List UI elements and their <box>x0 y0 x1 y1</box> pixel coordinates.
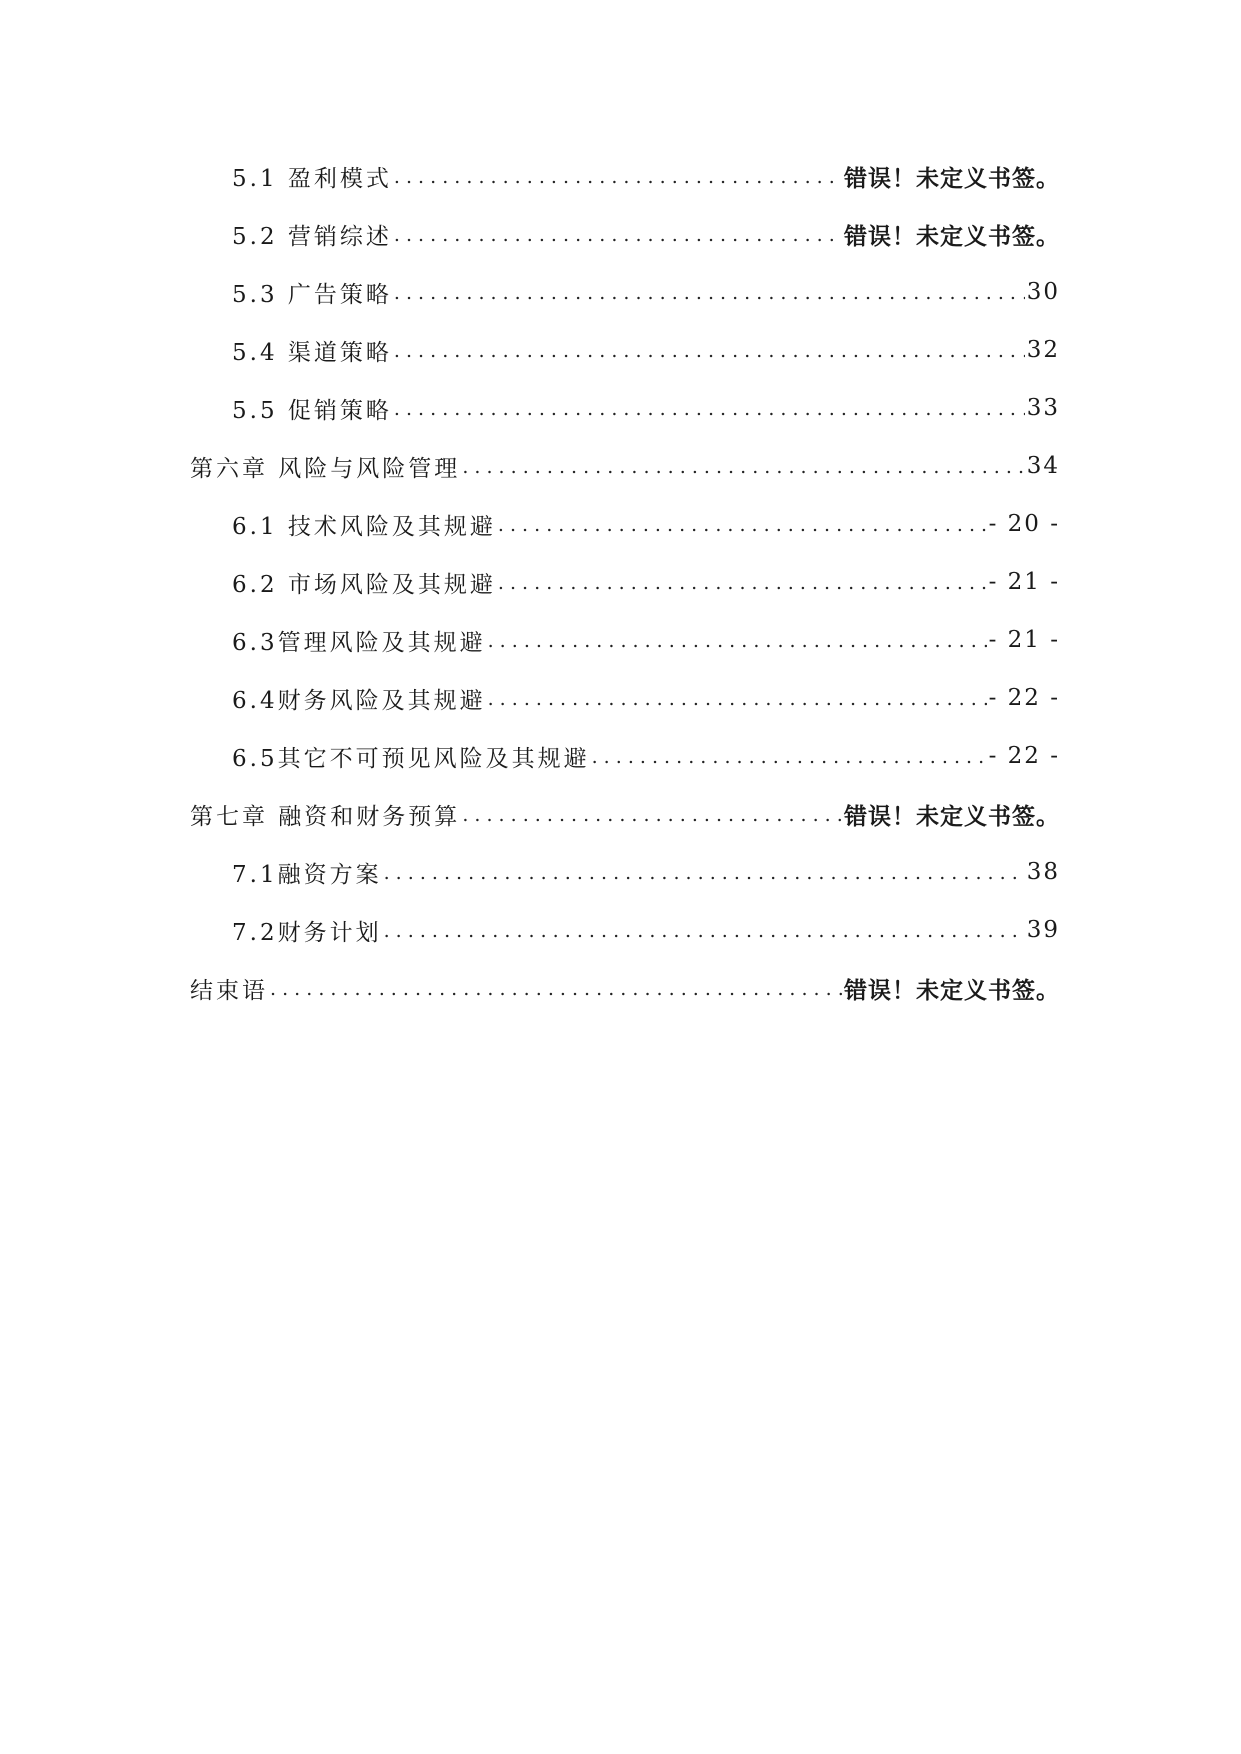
toc-entry-6-4[interactable] <box>232 678 1060 718</box>
toc-entry-page-error: 错误！未定义书签。 <box>844 803 1060 830</box>
toc-entry-5-2[interactable] <box>232 214 1060 254</box>
toc-entry-5-4[interactable] <box>232 330 1060 370</box>
toc-entry-page: - 20 - <box>988 511 1060 537</box>
toc-entry-7-2[interactable] <box>232 910 1060 950</box>
toc-entry-title: 6.3管理风险及其规避 <box>232 629 486 656</box>
toc-entry-page: 33 <box>1026 395 1060 421</box>
toc-entry-title: 7.1融资方案 <box>232 861 382 888</box>
toc-entry-title: 5.4 渠道策略 <box>232 339 392 366</box>
toc-entry-page-error: 错误！未定义书签。 <box>844 223 1060 250</box>
toc-entry-title: 6.2 市场风险及其规避 <box>232 571 496 598</box>
toc-entry-title: 5.2 营销综述 <box>232 223 392 250</box>
toc-dot-leader <box>462 453 1024 479</box>
toc-entry-title: 5.1 盈利模式 <box>232 165 392 192</box>
toc-entry-page: 34 <box>1026 453 1060 479</box>
toc-entry-5-3[interactable] <box>232 272 1060 312</box>
toc-entry-title: 5.5 促销策略 <box>232 397 392 424</box>
toc-dot-leader <box>394 279 1025 305</box>
toc-entry-page: 39 <box>1026 917 1060 943</box>
toc-dot-leader <box>394 163 842 189</box>
toc-entry-6-3[interactable] <box>232 620 1060 660</box>
toc-dot-leader <box>394 221 842 247</box>
toc-dot-leader <box>462 801 842 827</box>
toc-entry-5-5[interactable] <box>232 388 1060 428</box>
toc-entry-5-1[interactable] <box>232 156 1060 196</box>
toc-dot-leader <box>488 627 987 653</box>
toc-dot-leader <box>498 511 987 537</box>
toc-entry-title: 结束语 <box>190 977 268 1004</box>
toc-dot-leader <box>592 743 987 769</box>
toc-dot-leader <box>270 975 842 1001</box>
toc-entry-page: - 22 - <box>988 743 1060 769</box>
toc-entry-title: 6.1 技术风险及其规避 <box>232 513 496 540</box>
toc-entry-chapter-7[interactable] <box>190 794 1060 834</box>
toc-dot-leader <box>384 859 1025 885</box>
toc-entry-page: 30 <box>1026 279 1060 305</box>
toc-entry-title: 第六章 风险与风险管理 <box>190 455 461 482</box>
toc-entry-page: - 21 - <box>988 569 1060 595</box>
toc-dot-leader <box>488 685 987 711</box>
toc-entry-6-2[interactable] <box>232 562 1060 602</box>
toc-entry-6-1[interactable] <box>232 504 1060 544</box>
toc-entry-page-error: 错误！未定义书签。 <box>844 977 1060 1004</box>
toc-entry-title: 6.5其它不可预见风险及其规避 <box>232 745 590 772</box>
toc-entry-title: 第七章 融资和财务预算 <box>190 803 461 830</box>
toc-entry-chapter-6[interactable] <box>190 446 1060 486</box>
toc-entry-title: 6.4财务风险及其规避 <box>232 687 486 714</box>
toc-entry-7-1[interactable] <box>232 852 1060 892</box>
toc-entry-page: - 22 - <box>988 685 1060 711</box>
toc-entry-page: 38 <box>1026 859 1060 885</box>
toc-entry-page: - 21 - <box>988 627 1060 653</box>
toc-dot-leader <box>394 337 1025 363</box>
toc-entry-page: 32 <box>1026 337 1060 363</box>
toc-dot-leader <box>498 569 987 595</box>
toc-entry-title: 5.3 广告策略 <box>232 281 392 308</box>
toc-entry-title: 7.2财务计划 <box>232 919 382 946</box>
toc-dot-leader <box>384 917 1025 943</box>
toc-entry-conclusion[interactable] <box>190 968 1060 1008</box>
toc-entry-page-error: 错误！未定义书签。 <box>844 165 1060 192</box>
toc-dot-leader <box>394 395 1025 421</box>
toc-entry-6-5[interactable] <box>232 736 1060 776</box>
